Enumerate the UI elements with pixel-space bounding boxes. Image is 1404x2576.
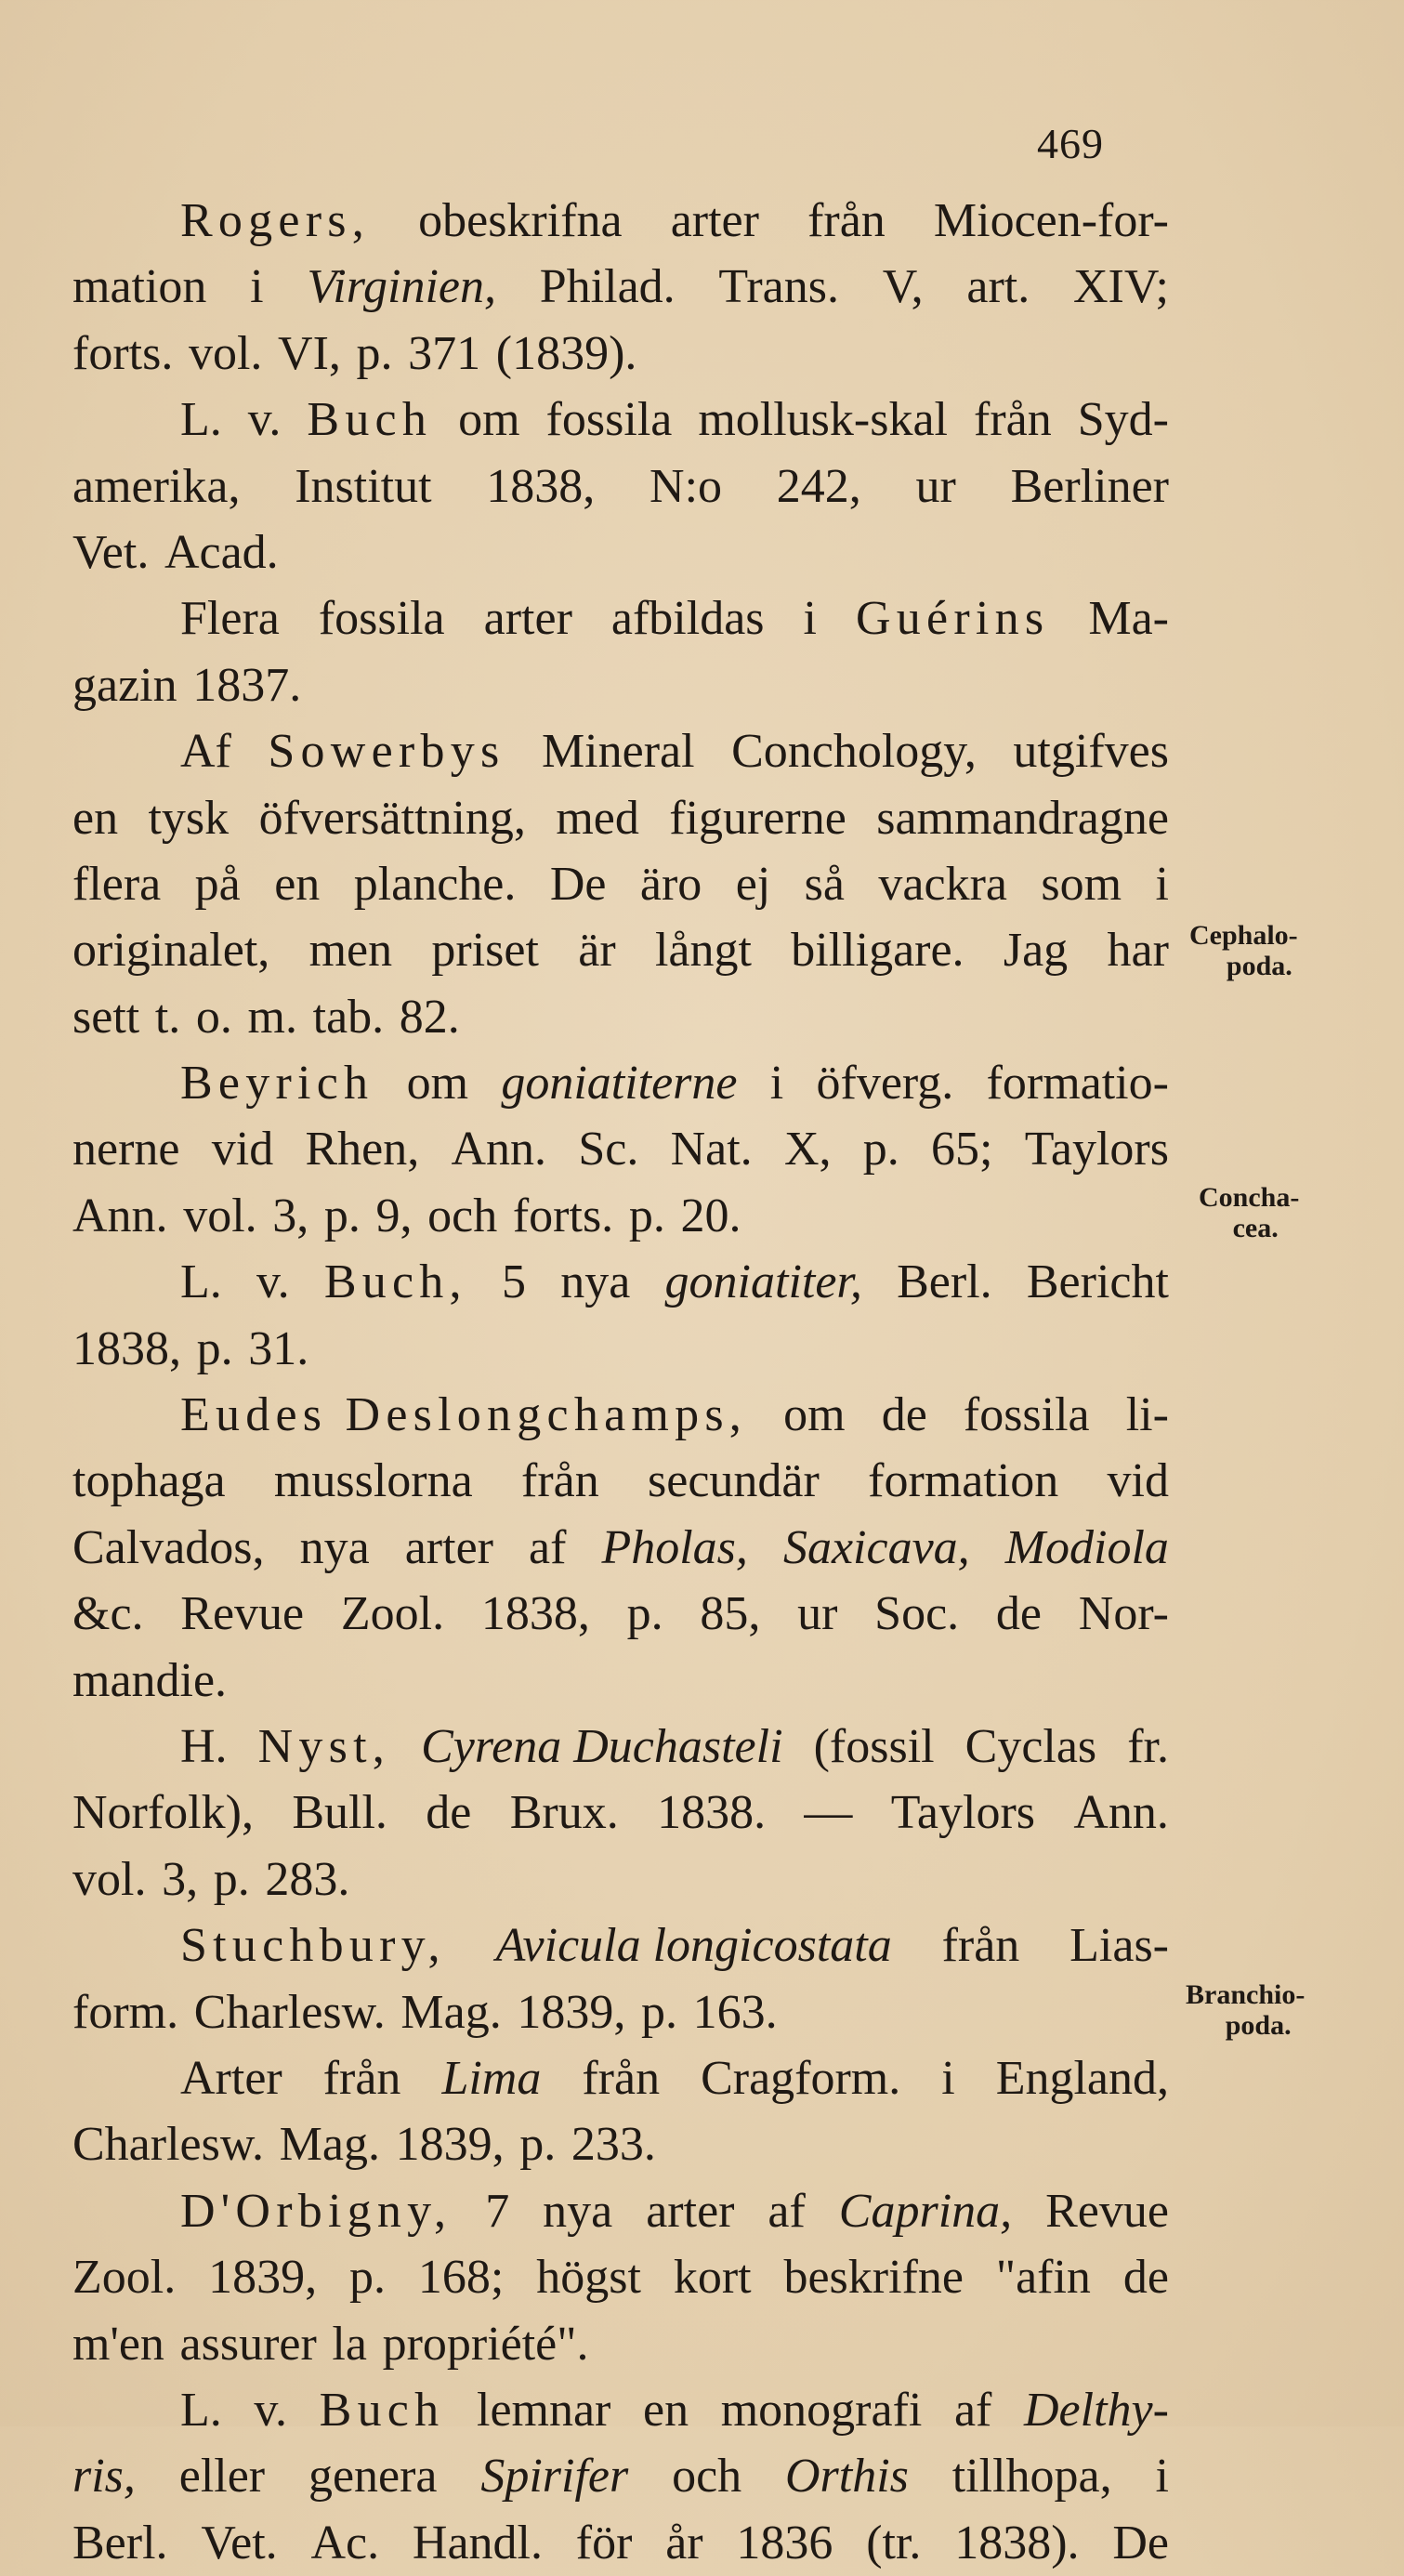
word: 1838,: [486, 459, 596, 513]
word: Ann.: [451, 1123, 547, 1176]
italic-term: Lima: [441, 2051, 542, 2105]
word: mandie.: [72, 1653, 228, 1707]
word: lemnar: [477, 2383, 611, 2437]
word: form.: [72, 1985, 179, 2039]
word: 1838).: [954, 2516, 1080, 2569]
word: Charlesw.: [72, 2118, 265, 2172]
word: på: [194, 857, 241, 911]
word: fossila: [318, 592, 445, 646]
word: p.: [213, 1852, 250, 1906]
text-line: [72, 718, 1169, 784]
word: tab.: [312, 990, 385, 1044]
word: ej: [735, 857, 771, 911]
word: Mineral: [541, 725, 695, 779]
word: har: [1107, 924, 1169, 978]
word: Ann.: [72, 1189, 168, 1242]
margin-note-branchiopoda: [1186, 1979, 1305, 2041]
word: De: [549, 857, 607, 911]
word: Cragform.: [701, 2051, 901, 2105]
italic-term: Saxicava,: [782, 1520, 970, 1574]
margin-note-cephalopoda: [1189, 920, 1298, 981]
author-name: Eudes Deslongchamps,: [180, 1388, 748, 1442]
word: t.: [154, 990, 181, 1044]
word: från: [941, 1919, 1020, 1973]
word: Charlesw.: [193, 1985, 386, 2039]
word: af: [953, 2383, 992, 2437]
word: Lias-: [1069, 1919, 1169, 1973]
word: &c.: [72, 1587, 144, 1641]
word: 371: [408, 326, 481, 380]
word: "afin: [995, 2251, 1091, 2305]
word: Berl.: [72, 2516, 168, 2569]
word: äro: [639, 857, 702, 911]
word: tysk: [148, 791, 230, 845]
word: L.: [180, 2383, 222, 2437]
word: af: [529, 1520, 567, 1574]
word: p.: [356, 326, 393, 380]
word: England,: [995, 2051, 1169, 2105]
text-line: [72, 2045, 1169, 2111]
word: musslorna: [273, 1454, 473, 1508]
text-line: [72, 1515, 1169, 1581]
text-line: [72, 1316, 1169, 1382]
word: vid: [211, 1123, 274, 1176]
word: ur: [797, 1587, 838, 1641]
word: p.: [862, 1123, 899, 1176]
text-line: [72, 387, 1169, 453]
margin-note-line: poda.: [1225, 2010, 1292, 2041]
word: 3,: [162, 1852, 199, 1906]
margin-note-line: Branchio-: [1186, 1979, 1306, 2010]
word: de: [426, 1786, 472, 1840]
word: genera: [308, 2450, 438, 2504]
text-line: [72, 652, 1169, 718]
word: p.: [626, 1587, 663, 1641]
italic-term: Orthis: [785, 2450, 909, 2504]
word: 233.: [571, 2118, 656, 2172]
word: p.: [628, 1189, 665, 1242]
word: från: [974, 393, 1052, 447]
word: Ann.: [1073, 1786, 1169, 1840]
word: från: [807, 194, 886, 247]
word: Nat.: [670, 1123, 753, 1176]
text-line: [72, 1648, 1169, 1714]
word: Vet.: [72, 525, 150, 579]
word: som: [1041, 857, 1122, 911]
text-line: [72, 917, 1169, 983]
word: forts.: [72, 326, 174, 380]
italic-term: Delthy-: [1023, 2383, 1169, 2437]
body-text: [72, 188, 1169, 2576]
word: Mag.: [400, 1985, 502, 2039]
word: Institut: [295, 459, 432, 513]
margin-note-line: cea.: [1232, 1213, 1279, 1243]
word: 3,: [272, 1189, 309, 1242]
italic-term: Cyrena Duchasteli: [421, 1719, 783, 1773]
margin-note-line: Concha-: [1199, 1182, 1300, 1213]
word: nya: [543, 2184, 613, 2238]
word: (fossil: [813, 1719, 935, 1773]
word: öfverg.: [816, 1057, 954, 1111]
word: Cyclas: [964, 1719, 1097, 1773]
word: Handl.: [412, 2516, 543, 2569]
word: Ma-: [1088, 592, 1169, 646]
word: assurer: [179, 2317, 317, 2371]
word: 283.: [265, 1852, 350, 1906]
text-line: [72, 2178, 1169, 2244]
word: art.: [966, 260, 1030, 314]
word: Sc.: [578, 1123, 639, 1176]
word: 82.: [399, 990, 460, 1044]
text-line: [72, 2311, 1169, 2377]
word: XIV;: [1072, 260, 1169, 314]
word: 168;: [417, 2251, 505, 2305]
word: de: [881, 1388, 927, 1442]
margin-note-line: Cephalo-: [1189, 920, 1298, 951]
word: en: [274, 857, 321, 911]
word: Revue: [180, 1587, 305, 1641]
word: med: [556, 791, 639, 845]
word: arter: [646, 2184, 735, 2238]
text-line: [72, 785, 1169, 851]
word: Arter: [180, 2051, 282, 2105]
word: V,: [882, 260, 924, 314]
margin-note-line: poda.: [1226, 951, 1292, 981]
word: Taylors: [890, 1786, 1035, 1840]
word: 9,: [375, 1189, 413, 1242]
word: (1839).: [495, 326, 637, 380]
word: p.: [323, 1189, 361, 1242]
text-line: [72, 1050, 1169, 1116]
word: VI,: [278, 326, 341, 380]
word: amerika,: [72, 459, 241, 513]
word: om: [783, 1388, 846, 1442]
word: Berl.: [897, 1255, 992, 1309]
text-line: [72, 1847, 1169, 1912]
word: m.: [247, 990, 297, 1044]
word: Nor-: [1078, 1587, 1169, 1641]
word: vol.: [72, 1852, 147, 1906]
word: 1838.: [657, 1786, 767, 1840]
text-line: [72, 2111, 1169, 2177]
word: arter: [483, 592, 572, 646]
word: 65;: [931, 1123, 993, 1176]
word: la: [332, 2317, 367, 2371]
word: flera: [72, 857, 162, 911]
word: arter: [404, 1520, 493, 1574]
word: Conchology,: [731, 725, 977, 779]
word: p.: [349, 2251, 386, 2305]
word: Zool.: [72, 2251, 177, 2305]
author-name: Sowerbys: [268, 725, 505, 779]
word: Philad.: [539, 260, 676, 314]
word: och: [427, 1189, 498, 1242]
author-name: Rogers,: [180, 194, 370, 247]
author-name: D'Orbigny,: [180, 2184, 453, 2238]
word: (tr.: [866, 2516, 922, 2569]
word: de: [995, 1587, 1043, 1641]
word: 1838,: [72, 1321, 181, 1375]
italic-term: ris,: [72, 2450, 136, 2504]
text-line: [72, 585, 1169, 651]
text-line: [72, 1183, 1169, 1249]
word: men: [308, 924, 393, 978]
word: L.: [180, 1255, 222, 1309]
text-line: [72, 1780, 1169, 1846]
word: 7: [485, 2184, 510, 2238]
author-name: Stuchbury,: [180, 1919, 446, 1973]
word: Flera: [180, 592, 280, 646]
word: 20.: [680, 1189, 741, 1242]
word: 5: [502, 1255, 527, 1309]
word: Brux.: [509, 1786, 619, 1840]
word: så: [804, 857, 845, 911]
word: priset: [431, 924, 539, 978]
text-line: [72, 2244, 1169, 2310]
word: och: [672, 2450, 742, 2504]
word: L.: [180, 393, 222, 447]
author-name: Guérins: [856, 592, 1050, 646]
italic-term: Modiola: [1004, 1520, 1169, 1574]
word: Syd-: [1077, 393, 1169, 447]
word: ur: [915, 459, 956, 513]
word: 1839,: [517, 1985, 626, 2039]
word: Vet.: [201, 2516, 278, 2569]
text-line: [72, 453, 1169, 519]
word: 1836: [736, 2516, 833, 2569]
word: billigare.: [791, 924, 964, 978]
text-line: [72, 2443, 1169, 2509]
text-line: [72, 851, 1169, 917]
word: 242,: [776, 459, 861, 513]
word: nerne: [72, 1123, 180, 1176]
word: fr.: [1127, 1719, 1169, 1773]
word: nya: [560, 1255, 631, 1309]
word: fossila: [545, 393, 673, 447]
word: figurerne: [669, 791, 846, 845]
word: planche.: [353, 857, 517, 911]
word: i: [769, 1057, 784, 1111]
text-line: [72, 1979, 1169, 2045]
word: vol.: [188, 326, 263, 380]
word: en: [643, 2383, 689, 2437]
word: Taylors: [1024, 1123, 1169, 1176]
word: eller: [178, 2450, 266, 2504]
word: i: [803, 592, 817, 646]
word: originalet,: [72, 924, 270, 978]
text-line: [72, 188, 1169, 254]
word: 1839,: [208, 2251, 318, 2305]
word: 163.: [692, 1985, 778, 2039]
word: Revue: [1045, 2184, 1169, 2238]
text-line: [72, 2510, 1169, 2576]
word: i: [1155, 857, 1169, 911]
word: Berliner: [1010, 459, 1169, 513]
word: obeskrifna: [418, 194, 623, 247]
word: i: [1155, 2450, 1169, 2504]
author-name: Buch,: [323, 1255, 467, 1309]
word: fossila: [963, 1388, 1090, 1442]
word: H.: [180, 1719, 228, 1773]
text-line: [72, 1912, 1169, 1978]
word: i: [941, 2051, 955, 2105]
author-name: Buch: [307, 393, 433, 447]
word: Soc.: [874, 1587, 960, 1641]
word: Ac.: [310, 2516, 380, 2569]
word: från: [521, 1454, 599, 1508]
word: p.: [519, 2118, 557, 2172]
word: från: [322, 2051, 401, 2105]
word: vid: [1107, 1454, 1169, 1508]
word: kort: [673, 2251, 752, 2305]
word: för: [575, 2516, 633, 2569]
word: om: [458, 393, 520, 447]
text-line: [72, 519, 1169, 585]
word: mation: [72, 260, 207, 314]
text-line: [72, 1382, 1169, 1448]
word: X,: [783, 1123, 832, 1176]
word: 1839,: [395, 2118, 505, 2172]
word: monografi: [720, 2383, 923, 2437]
word: Norfolk),: [72, 1786, 254, 1840]
text-line: [72, 1116, 1169, 1182]
word: De: [1112, 2516, 1169, 2569]
word: öfversättning,: [258, 791, 526, 845]
word: formation: [868, 1454, 1059, 1508]
word: p.: [640, 1985, 677, 2039]
word: p.: [196, 1321, 233, 1375]
word: propriété".: [382, 2317, 589, 2371]
text-line: [72, 1714, 1169, 1780]
word: gazin: [72, 658, 177, 712]
word: v.: [256, 1255, 290, 1309]
page-number: 469: [1037, 120, 1104, 167]
word: li-: [1125, 1388, 1169, 1442]
word: N:o: [650, 459, 723, 513]
author-name: Nyst,: [257, 1719, 391, 1773]
word: Zool.: [340, 1587, 445, 1641]
word: formatio-: [986, 1057, 1169, 1111]
author-name: Buch: [319, 2383, 445, 2437]
text-line: [72, 1448, 1169, 1514]
word: vol.: [183, 1189, 257, 1242]
word: Bericht: [1026, 1255, 1169, 1309]
word: från: [582, 2051, 661, 2105]
word: Calvados,: [72, 1520, 265, 1574]
italic-term: Virginien,: [307, 260, 497, 314]
word: tillhopa,: [951, 2450, 1112, 2504]
word: o.: [195, 990, 232, 1044]
word: utgifves: [1013, 725, 1169, 779]
word: Acad.: [164, 525, 279, 579]
word: beskrifne: [783, 2251, 964, 2305]
word: Af: [180, 725, 231, 779]
word: v.: [247, 393, 282, 447]
word: 1837.: [192, 658, 302, 712]
word: —: [804, 1786, 853, 1840]
italic-term: goniatiter,: [664, 1255, 862, 1309]
word: de: [1122, 2251, 1169, 2305]
italic-term: goniatiterne: [501, 1057, 738, 1111]
italic-term: Pholas,: [601, 1520, 748, 1574]
word: om: [406, 1057, 469, 1111]
word: secundär: [648, 1454, 820, 1508]
word: Mag.: [279, 2118, 380, 2172]
word: i: [250, 260, 264, 314]
text-line: [72, 321, 1169, 387]
word: högst: [536, 2251, 641, 2305]
word: Rhen,: [305, 1123, 420, 1176]
word: en: [72, 791, 119, 845]
word: 85,: [700, 1587, 761, 1641]
author-name: Beyrich: [180, 1057, 374, 1111]
word: Bull.: [292, 1786, 387, 1840]
word: forts.: [512, 1189, 614, 1242]
word: 1838,: [480, 1587, 590, 1641]
text-line: [72, 984, 1169, 1050]
word: 31.: [248, 1321, 309, 1375]
word: Jag: [1003, 924, 1069, 978]
word: vackra: [878, 857, 1007, 911]
word: långt: [654, 924, 752, 978]
margin-note-conchacea: [1199, 1182, 1299, 1243]
word: år: [665, 2516, 703, 2569]
word: afbildas: [610, 592, 765, 646]
italic-term: Caprina,: [838, 2184, 1013, 2238]
word: mollusk-skal: [698, 393, 949, 447]
word: sett: [72, 990, 140, 1044]
word: är: [578, 924, 616, 978]
text-line: [72, 1581, 1169, 1647]
text-line: [72, 1249, 1169, 1315]
text-line: [72, 2377, 1169, 2443]
word: v.: [254, 2383, 288, 2437]
italic-term: Spirifer: [480, 2450, 629, 2504]
text-line: [72, 254, 1169, 320]
word: arter: [670, 194, 759, 247]
word: sammandragne: [876, 791, 1169, 845]
word: Miocen-for-: [933, 194, 1169, 247]
word: m'en: [72, 2317, 164, 2371]
word: Trans.: [718, 260, 839, 314]
italic-term: Avicula longicostata: [495, 1919, 892, 1973]
word: tophaga: [72, 1454, 226, 1508]
word: af: [768, 2184, 806, 2238]
word: nya: [299, 1520, 370, 1574]
